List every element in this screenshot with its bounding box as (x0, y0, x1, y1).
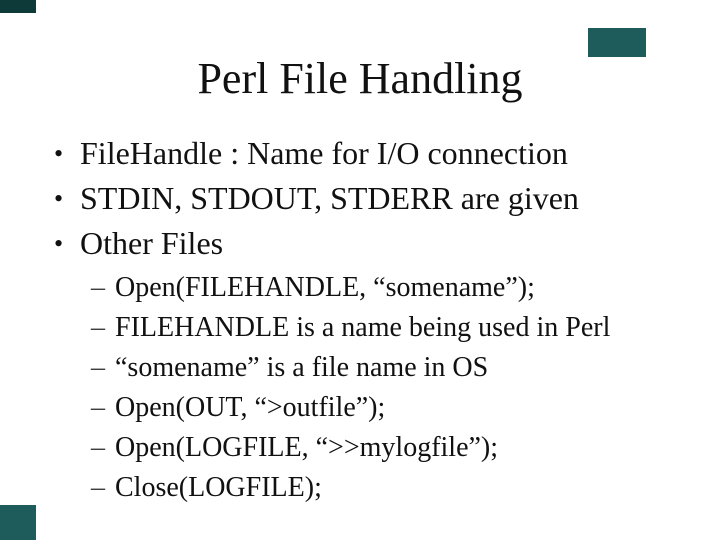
dash-glyph-icon: – (91, 432, 105, 463)
sub-bullet-item (0, 268, 720, 308)
sub-bullet-item (0, 388, 720, 428)
sub-bullet-text: “somename” is a file name in OS (115, 352, 489, 383)
bullet-glyph-icon: • (54, 139, 64, 168)
dash-glyph-icon: – (91, 312, 105, 343)
sub-bullet-item (0, 468, 720, 508)
corner-decoration-bottom-left (0, 505, 36, 540)
bullet-item (0, 221, 720, 266)
bullet-text: STDIN, STDOUT, STDERR are given (80, 180, 579, 216)
dash-glyph-icon: – (91, 392, 105, 423)
sub-bullet-text: Open(FILEHANDLE, “somename”); (115, 272, 535, 303)
sub-bullet-text: Close(LOGFILE); (115, 472, 322, 503)
slide-title: Perl File Handling (197, 54, 523, 103)
dash-glyph-icon: – (91, 352, 105, 383)
sub-bullet-text: Open(LOGFILE, “>>mylogfile”); (115, 432, 499, 463)
corner-decoration-top-left (0, 0, 36, 13)
sub-bullet-text: FILEHANDLE is a name being used in Perl (115, 312, 611, 343)
dash-glyph-icon: – (91, 272, 105, 303)
sub-bullet-item (0, 348, 720, 388)
sub-bullet-item (0, 308, 720, 348)
bullet-glyph-icon: • (54, 184, 64, 213)
bullet-text: FileHandle : Name for I/O connection (80, 135, 568, 171)
sub-bullet-item (0, 428, 720, 468)
dash-glyph-icon: – (91, 472, 105, 503)
bullet-glyph-icon: • (54, 229, 64, 258)
bullet-item (0, 176, 720, 221)
bullet-item (0, 131, 720, 176)
corner-decoration-top-right (588, 28, 646, 57)
sub-bullet-text: Open(OUT, “>outfile”); (115, 392, 386, 423)
bullet-text: Other Files (80, 225, 224, 261)
